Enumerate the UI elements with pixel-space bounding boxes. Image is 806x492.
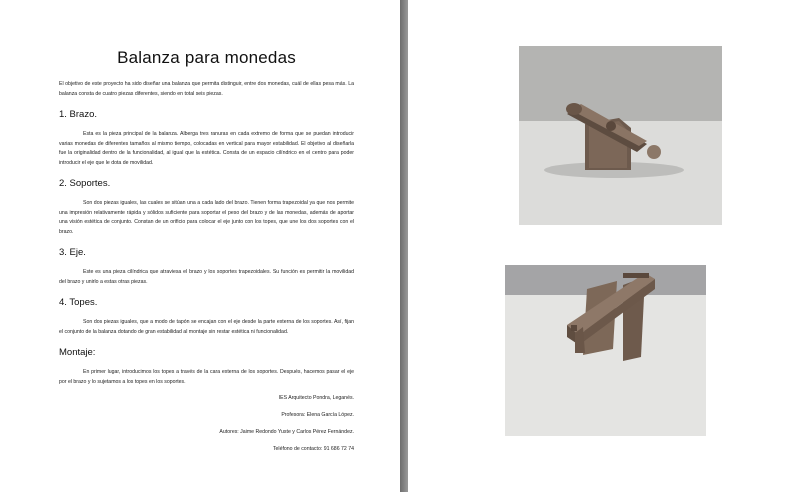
section-heading-eje: 3. Eje. [59, 247, 86, 258]
montaje-heading: Montaje: [59, 347, 96, 358]
section-heading-topes: 4. Topes. [59, 297, 98, 308]
document-page-right [408, 0, 806, 492]
credit-authors: Autores: Jaime Redondo Yuste y Carlos Pérez Fernández. [219, 429, 354, 435]
intro-paragraph: El objetivo de este proyecto ha sido diseñar una balanza que permita distinguir, entre dos monedas, cuál de ellas pesa más. La balanza consta de cuatro piezas diferentes, siendo en total seis piezas. [59, 81, 354, 97]
section-heading-brazo: 1. Brazo. [59, 109, 98, 120]
montaje-text: En primer lugar, introducimos los topes a través de la cara externa de los soportes. Después, hacemos pasar el eje por el brazo y lo sujetamos a los topes en los soportes. [59, 369, 354, 385]
section-text-topes: Son dos piezas iguales, que a modo de tapón se encajan con el eje desde la parte externa de los soportes. Así, fijan el conjunto de la balanza dotando de gran estabilidad al montaje sin restar estética ni funcionalidad. [59, 319, 354, 335]
section-text-eje: Este es una pieza cilíndrica que atraviesa el brazo y los soportes trapezoidales. Su función es permitir la movilidad del brazo y unirlo a estas otras piezas. [59, 269, 354, 285]
balanza-photo-1 [519, 46, 722, 225]
credits-block [59, 395, 354, 452]
page-gap [400, 0, 408, 492]
document-page-left [0, 0, 400, 492]
section-heading-soportes: 2. Soportes. [59, 178, 111, 189]
credit-teacher: Profesora: Elena García López. [281, 412, 354, 418]
section-text-soportes: Son dos piezas iguales, las cuales se sitúan una a cada lado del brazo. Tienen forma trapezoidal ya que nos permite una impresión relativamente rápida y sólidos suficiente para soportar el peso del brazo y de las monedas, además de aportar una visión estética de conjunto. Constan de un orificio para colocar el eje junto con los topes, que une los dos soportes con el brazo. [59, 200, 354, 235]
section-text-brazo: Esta es la pieza principal de la balanza. Alberga tres ranuras en cada extremo de forma que se puedan introducir varias monedas de diferentes tamaños al mismo tiempo, colocadas en vertical para mayor estabilidad. El objetivo al diseñarla fue la originalidad dentro de la funcionalidad, al igual que la estética. Consta de un espacio cilíndrico en el centro para poder introducir el eje que le dota de movilidad. [59, 131, 354, 166]
balanza-photo-2 [505, 265, 706, 436]
document-title: Balanza para monedas [117, 48, 296, 67]
credit-phone: Teléfono de contacto: 91 686 72 74 [272, 446, 354, 452]
credit-school: IES Arquitecto Pondra, Leganés. [278, 395, 354, 401]
